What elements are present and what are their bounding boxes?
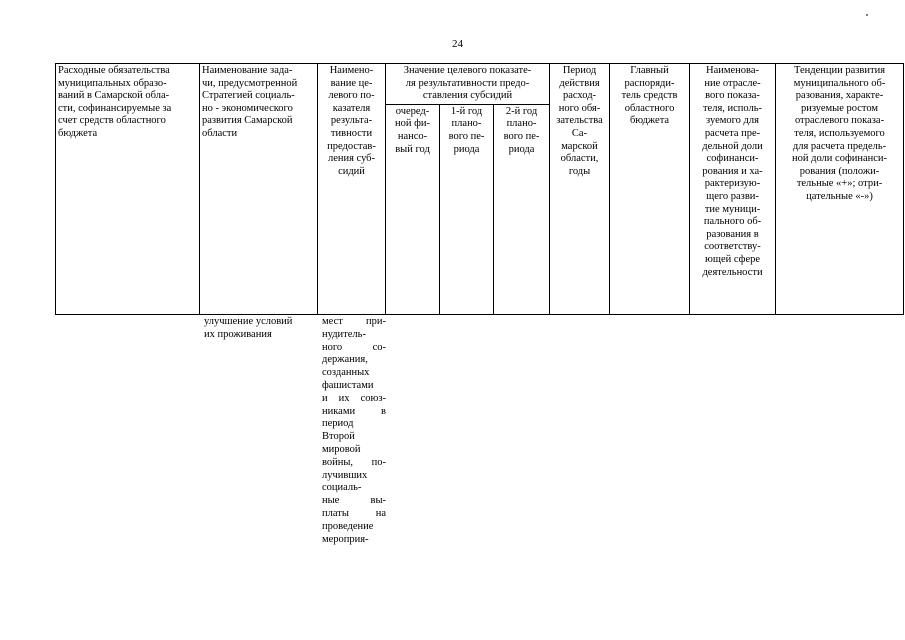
text-line: очеред- [395, 105, 430, 117]
text-line: муниципальных образо- [58, 77, 167, 89]
text-line: Главный [630, 65, 669, 76]
scan-speck [866, 14, 868, 16]
text-line: их проживания [204, 328, 272, 340]
text-line: ного обя- [558, 102, 601, 114]
text-line: соответству- [704, 241, 761, 253]
text-line: областного [624, 102, 675, 114]
text-line: зательства Са- [556, 115, 603, 139]
text-line: тие муници- [704, 203, 761, 215]
text-line: Наименование зада- [202, 65, 293, 76]
text-line: расход- [562, 90, 597, 102]
text-line: теля, используемого [794, 127, 885, 139]
text-line: ные вы- [322, 495, 386, 507]
text-line: Тенденции развития [793, 65, 886, 76]
text-line: казателя [332, 102, 371, 114]
text-line: ющей сфере [705, 253, 761, 265]
text-line: ления суб- [327, 153, 376, 165]
text-line: бюджета [629, 115, 670, 127]
header-sub-plan-year-1 [440, 104, 494, 314]
text-line: мировой [322, 443, 361, 455]
text-line: ной фи- [394, 118, 431, 130]
text-line: держания, [322, 354, 368, 366]
text-line: предостав- [327, 140, 376, 152]
header-col-trends [776, 64, 904, 315]
text-line: отраслевого показа- [794, 115, 885, 127]
text-line: нансо- [397, 130, 428, 142]
text-line: области [202, 127, 238, 139]
text-line: пального об- [703, 216, 762, 228]
text-line: разования в [706, 228, 759, 240]
text-line: тивности [330, 127, 373, 139]
text-line: ной доли софинанси- [791, 153, 888, 165]
text-line: 2-й год [505, 105, 538, 117]
header-sub-current-year [386, 104, 440, 314]
text-line: ризуемые ростом [800, 102, 879, 114]
text-line: результа- [330, 115, 373, 127]
text-line: нудитель- [322, 328, 366, 340]
text-line: развития Самарской [202, 115, 293, 127]
text-line: риода [508, 143, 535, 155]
header-col-obligations [56, 64, 200, 315]
text-line: муниципального об- [793, 77, 886, 89]
text-line: ставления субсидий [422, 90, 513, 102]
text-line: софинанси- [706, 153, 759, 165]
text-line: Значение целевого показате- [403, 65, 532, 76]
text-line: проведение [322, 520, 374, 532]
text-line: плано- [451, 118, 482, 130]
text-line: войны, по- [322, 456, 386, 468]
text-line: Стратегией социаль- [202, 90, 295, 102]
text-line: деятельности [702, 266, 763, 278]
text-line: мероприя- [322, 533, 369, 545]
text-line: улучшение условий [204, 316, 293, 327]
text-line: вый год [395, 143, 430, 155]
header-table [55, 63, 904, 315]
text-line: рактеризую- [704, 178, 761, 190]
text-line: левого по- [328, 90, 375, 102]
text-line: тель средств [621, 90, 678, 102]
text-line: риода [453, 143, 480, 155]
text-line: вого пе- [503, 130, 540, 142]
text-line: ного со- [322, 341, 386, 353]
text-line: ние отрасле- [704, 77, 761, 89]
header-col-manager [610, 64, 690, 315]
header-sub-plan-year-2 [494, 104, 550, 314]
text-line: лучивших [322, 469, 368, 481]
text-line: вание це- [330, 77, 373, 89]
text-line: никами в [322, 405, 386, 417]
text-line: теля, исполь- [702, 102, 763, 114]
text-line: цательные «-») [806, 190, 873, 202]
text-line: тельные «+»; отри- [796, 178, 883, 190]
text-line: Второй [322, 431, 355, 443]
text-line: дельной доли [702, 140, 763, 152]
page-number: 24 [452, 38, 463, 50]
text-line: период [322, 418, 354, 430]
text-line: рования (положи- [799, 165, 880, 177]
text-line: разования, характе- [795, 90, 884, 102]
text-line: Наимено- [329, 65, 374, 76]
text-line: фашистами [322, 379, 374, 391]
header-col-indicator [318, 64, 386, 315]
text-line: социаль- [322, 482, 362, 494]
text-line: созданных [322, 367, 370, 379]
text-line: годы [568, 165, 591, 177]
text-line: 1-й год [450, 105, 483, 117]
text-line: действия [559, 77, 600, 89]
text-line: зуемого для [706, 115, 759, 127]
text-line: сидий [338, 165, 365, 177]
text-line: счет средств областного [58, 115, 166, 127]
text-line: но - экономического [202, 102, 293, 114]
text-line: расчета пре- [704, 127, 761, 139]
text-line: распоряди- [624, 77, 675, 89]
text-line: Наименова- [706, 65, 760, 76]
text-line: щего разви- [706, 190, 759, 202]
text-line: сти, софинансируемые за [58, 102, 172, 114]
text-line: Период [562, 65, 597, 76]
text-line: области, [560, 153, 599, 165]
header-col-period [550, 64, 610, 315]
text-line: ля результативности предо- [405, 77, 530, 89]
text-line: ваний в Самарской обла- [58, 90, 170, 102]
text-line: чи, предусмотренной [202, 77, 298, 89]
text-line: марской [561, 140, 598, 152]
text-line: бюджета [58, 127, 98, 139]
text-line: и их союз- [322, 392, 386, 404]
header-col-sector-indicator [690, 64, 776, 315]
text-line: для расчета предель- [792, 140, 887, 152]
text-line: рования и ха- [702, 165, 763, 177]
header-col-task [200, 64, 318, 315]
text-line: мест при- [322, 316, 386, 327]
continuation-task-text [204, 316, 316, 342]
text-line: платы на [322, 507, 386, 519]
header-col-target-values [386, 64, 550, 105]
text-line: плано- [506, 118, 537, 130]
text-line: вого пе- [448, 130, 485, 142]
continuation-indicator-text [322, 316, 386, 546]
text-line: вого показа- [705, 90, 760, 102]
text-line: Расходные обязательства [58, 65, 170, 76]
